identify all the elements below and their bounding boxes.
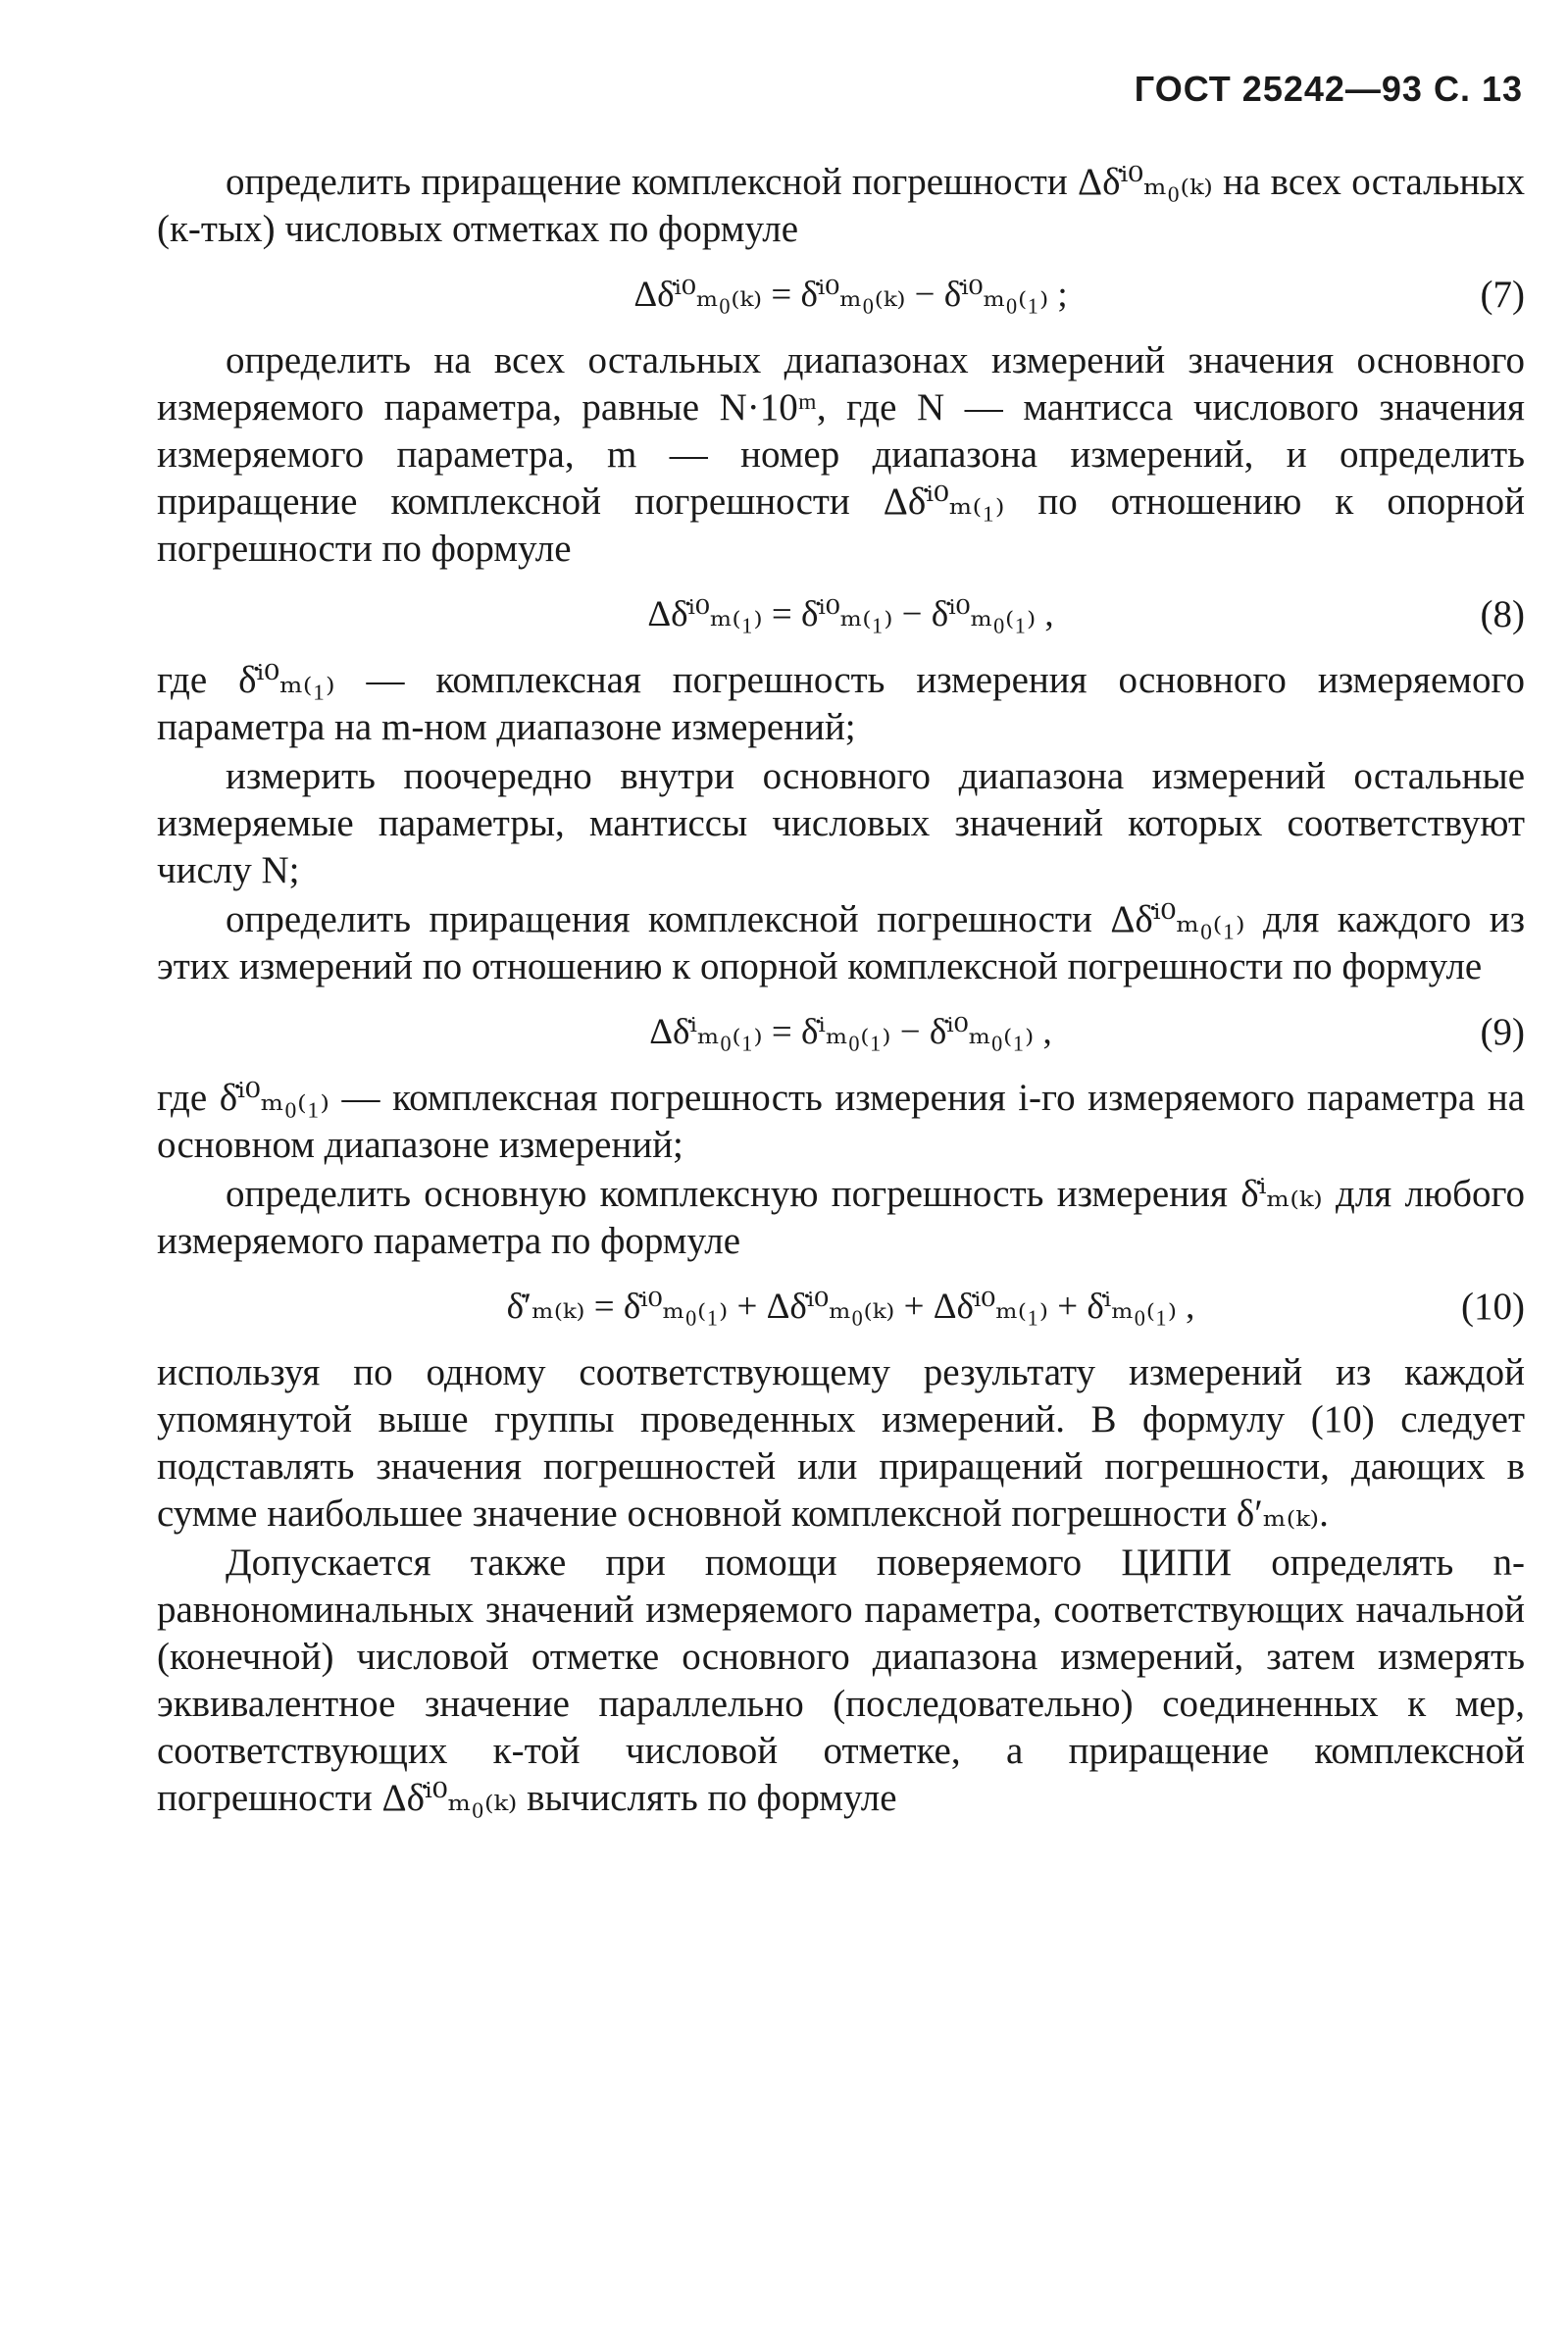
formula-9-number: (9): [1480, 1011, 1525, 1053]
paragraph-7: определить основную комплексную погрешность измерения δ̇ⁱₘ₍ₖ₎ для любого измеряемого параметра по формуле: [157, 1173, 1525, 1262]
document-body: [157, 159, 1525, 1824]
formula-7: [157, 259, 1525, 331]
page-header: ГОСТ 25242—93 С. 13: [1134, 69, 1523, 109]
formula-9-expression: Δδ̇ⁱₘ₀₍₁₎ = δ̇ⁱₘ₀₍₁₎ − δ̇ⁱ⁰ₘ₀₍₁₎ ,: [649, 1012, 1052, 1052]
formula-10-expression: δ̇′ₘ₍ₖ₎ = δ̇ⁱ⁰ₘ₀₍₁₎ + Δδ̇ⁱ⁰ₘ₀₍ₖ₎ + Δδ̇ⁱ⁰ₘ₍₁₎ + δ̇ⁱₘ₀₍₁₎ ,: [506, 1287, 1195, 1327]
formula-7-expression: Δδ̇ⁱ⁰ₘ₀₍ₖ₎ = δ̇ⁱ⁰ₘ₀₍ₖ₎ − δ̇ⁱ⁰ₘ₀₍₁₎ ;: [633, 275, 1068, 315]
formula-7-number: (7): [1480, 274, 1525, 316]
formula-10: [157, 1271, 1525, 1343]
formula-8: [157, 579, 1525, 651]
paragraph-1: определить приращение комплексной погрешности Δδ̇ⁱ⁰ₘ₀₍ₖ₎ на всех остальных (к-тых) числовых отметках по формуле: [157, 161, 1525, 250]
paragraph-3: где δ̇ⁱ⁰ₘ₍₁₎ — комплексная погрешность измерения основного измеряемого параметра на m-ном диапазоне измерений;: [157, 659, 1525, 748]
formula-9: [157, 996, 1525, 1069]
paragraph-4: измерить поочередно внутри основного диапазона измерений остальные измеряемые параметры, мантиссы числовых значений которых соответствуют числу N;: [157, 755, 1525, 891]
paragraph-5: определить приращения комплексной погрешности Δδ̇ⁱ⁰ₘ₀₍₁₎ для каждого из этих измерений по отношению к опорной комплексной погрешности по формуле: [157, 898, 1525, 987]
paragraph-6: где δ̇ⁱ⁰ₘ₀₍₁₎ — комплексная погрешность измерения i-го измеряемого параметра на основном диапазоне измерений;: [157, 1077, 1525, 1166]
formula-10-number: (10): [1461, 1286, 1525, 1328]
formula-8-expression: Δδ̇ⁱ⁰ₘ₍₁₎ = δ̇ⁱ⁰ₘ₍₁₎ − δ̇ⁱ⁰ₘ₀₍₁₎ ,: [647, 594, 1054, 634]
paragraph-2: определить на всех остальных диапазонах измерений значения основного измеряемого параметра, равные N·10ᵐ, где N — мантисса числового значения измеряемого параметра, m — номер диапазона измерений, и определить приращение комплексной погрешности Δδ̇ⁱ⁰ₘ₍₁₎ по отношению к опорной погрешности по формуле: [157, 339, 1525, 570]
formula-8-number: (8): [1480, 593, 1525, 635]
paragraph-8: используя по одному соответствующему результату измерений из каждой упомянутой выше группы проведенных измерений. В формулу (10) следует подставлять значения погрешностей или приращений погрешности, дающих в сумме наибольшее значение основной комплексной погрешности δ′ₘ₍ₖ₎.: [157, 1351, 1525, 1535]
paragraph-9: Допускается также при помощи поверяемого ЦИПИ определять n-равнономинальных значений измеряемого параметра, соответствующих начальной (конечной) числовой отметке основного диапазона измерений, затем измерять эквивалентное значение параллельно (последовательно) соединенных к мер, соответствующих к-той числовой отметке, а приращение комплексной погрешности Δδ̇ⁱ⁰ₘ₀₍ₖ₎ вычислять по формуле: [157, 1542, 1525, 1819]
